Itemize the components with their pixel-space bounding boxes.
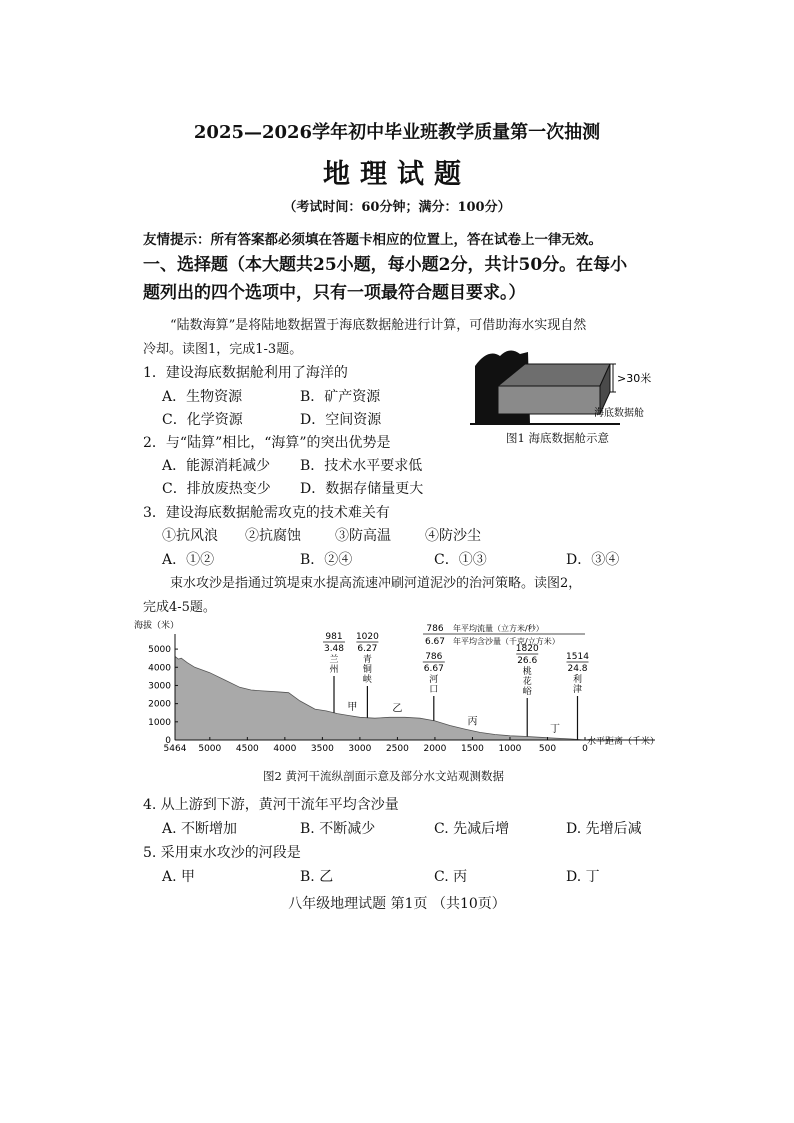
question-1-stem: 1．建设海底数据舱利用了海洋的 (143, 365, 348, 381)
station-sediment-4: 24.8 (567, 664, 588, 674)
q2-option-b: B．技术水平要求低 (300, 458, 423, 474)
y-tick-label: 4000 (148, 663, 171, 674)
legend-flow-label: 年平均流量（立方米/秒） (453, 624, 544, 633)
section-heading-line2: 题列出的四个选项中，只有一项最符合题目要求。） (143, 283, 526, 303)
station-flow-3: 1820 (515, 644, 539, 654)
figure2-yellow-river-profile-chart (130, 618, 675, 758)
q3-item-3: ③防高温 (335, 528, 391, 544)
station-flow-4: 1514 (566, 652, 589, 662)
q5-option-b: B. 乙 (300, 869, 334, 885)
segment-label-2: 丙 (467, 716, 478, 728)
q3-option-d: D．③④ (566, 552, 620, 568)
q5-option-d: D. 丁 (566, 869, 600, 885)
legend-sediment-label: 年平均含沙量（千克/立方米） (453, 637, 560, 646)
y-tick-label: 3000 (148, 681, 171, 692)
x-tick-label: 1000 (498, 744, 522, 754)
station-sediment-2: 6.67 (423, 664, 444, 674)
intro1-line2: 冷却。读图1，完成1-3题。 (143, 342, 303, 357)
y-tick-label: 2000 (148, 699, 171, 710)
station-name-char-0-1: 州 (329, 665, 339, 675)
station-name-char-1-2: 峡 (362, 675, 372, 685)
capsule-label: 海底数据舱 (594, 408, 644, 419)
friendly-tip: 友情提示：所有答案都必须填在答题卡相应的位置上，答在试卷上一律无效。 (143, 232, 602, 248)
station-name-char-3-2: 峪 (522, 687, 532, 697)
section-heading-line1: 一、选择题（本大题共25小题，每小题2分，共计50分。在每小 (143, 255, 628, 275)
station-sediment-0: 3.48 (323, 644, 345, 654)
station-name-char-3-0: 桃 (522, 667, 532, 677)
x-tick-label: 5464 (163, 744, 187, 754)
q5-option-c: C. 丙 (434, 869, 468, 885)
q3-item-1: ①抗风浪 (162, 528, 218, 544)
question-3-stem: 3．建设海底数据舱需攻克的技术难关有 (143, 505, 390, 521)
station-flow-1: 1020 (355, 632, 379, 642)
station-name-char-1-1: 铜 (362, 665, 372, 675)
q2-option-a: A．能源消耗减少 (162, 458, 271, 474)
segment-label-0: 甲 (347, 702, 358, 714)
segment-label-3: 丁 (549, 724, 560, 736)
x-tick-label: 500 (538, 744, 557, 754)
x-tick-label: 0 (582, 744, 588, 754)
q3-option-c: C．①③ (434, 552, 487, 568)
q3-option-b: B．②④ (300, 552, 353, 568)
station-name-char-3-1: 花 (522, 677, 532, 687)
intro1-line1: “陆数海算”是将陆地数据置于海底数据舱进行计算，可借助海水实现自然 (170, 318, 587, 333)
subject-title: 地理试题 (323, 159, 471, 190)
question-2-stem: 2．与“陆算”相比，“海算”的突出优势是 (143, 435, 391, 451)
q4-option-b: B. 不断减少 (300, 821, 376, 837)
station-name-char-0-0: 兰 (329, 655, 339, 665)
q4-option-a: A. 不断增加 (162, 821, 238, 837)
x-tick-label: 4500 (235, 744, 259, 754)
station-flow-0: 981 (325, 632, 343, 642)
figure1-caption: 图1 海底数据舱示意 (506, 431, 609, 445)
station-name-char-4-0: 利 (572, 675, 583, 685)
x-tick-label: 3500 (310, 744, 334, 754)
capsule-front-face (498, 386, 600, 414)
q1-option-b: B．矿产资源 (300, 389, 381, 405)
x-tick-label: 1500 (460, 744, 484, 754)
exam-title: 2025—2026学年初中毕业班教学质量第一次抽测 (193, 122, 601, 143)
x-tick-label: 2500 (385, 744, 409, 754)
y-axis-label: 海拔（米） (134, 621, 180, 631)
q3-item-2: ②抗腐蚀 (245, 528, 301, 544)
legend-sediment-value: 6.67 (424, 637, 446, 647)
x-tick-label: 3000 (348, 744, 372, 754)
x-tick-label: 2000 (423, 744, 447, 754)
q3-option-a: A．①② (162, 552, 215, 568)
legend-flow-value: 786 (426, 624, 444, 634)
station-sediment-1: 6.27 (357, 644, 378, 654)
q1-option-a: A．生物资源 (162, 389, 243, 405)
x-axis-label: 水平距离（千米） (587, 737, 660, 747)
station-name-char-1-0: 青 (362, 655, 372, 665)
question-5-stem: 5. 采用束水攻沙的河段是 (143, 845, 301, 861)
segment-label-1: 乙 (392, 703, 403, 715)
q3-item-4: ④防沙尘 (425, 528, 481, 544)
q4-option-c: C. 先减后增 (434, 821, 510, 837)
x-tick-label: 4000 (273, 744, 297, 754)
q2-option-d: D．数据存储量更大 (300, 481, 424, 497)
y-tick-label: 0 (165, 736, 171, 746)
station-name-char-2-0: 河 (429, 675, 439, 685)
q4-option-d: D. 先增后减 (566, 821, 642, 837)
intro2-line2: 完成4-5题。 (143, 600, 216, 615)
x-tick-label: 5000 (198, 744, 222, 754)
figure2-caption: 图2 黄河干流纵剖面示意及部分水文站观测数据 (263, 769, 504, 783)
q1-option-c: C．化学资源 (162, 412, 243, 428)
y-tick-label: 1000 (148, 717, 171, 728)
station-sediment-3: 26.6 (517, 656, 538, 666)
q1-option-d: D．空间资源 (300, 412, 382, 428)
depth-label: >30米 (617, 372, 652, 385)
station-name-char-4-1: 津 (572, 685, 583, 695)
figure1-seabed-datacenter-diagram (470, 346, 660, 426)
page-footer: 八年级地理试题 第1页 （共10页） (288, 896, 506, 912)
station-name-char-2-1: 口 (429, 685, 439, 695)
exam-info: （考试时间：60分钟；满分：100分） (283, 200, 511, 215)
question-4-stem: 4. 从上游到下游，黄河干流年平均含沙量 (143, 797, 399, 813)
y-tick-label: 5000 (148, 645, 171, 656)
intro2-line1: 束水攻沙是指通过筑堤束水提高流速冲刷河道泥沙的治河策略。读图2， (170, 576, 582, 591)
station-flow-2: 786 (425, 652, 443, 662)
q5-option-a: A. 甲 (162, 869, 196, 885)
q2-option-c: C．排放废热变少 (162, 481, 271, 497)
